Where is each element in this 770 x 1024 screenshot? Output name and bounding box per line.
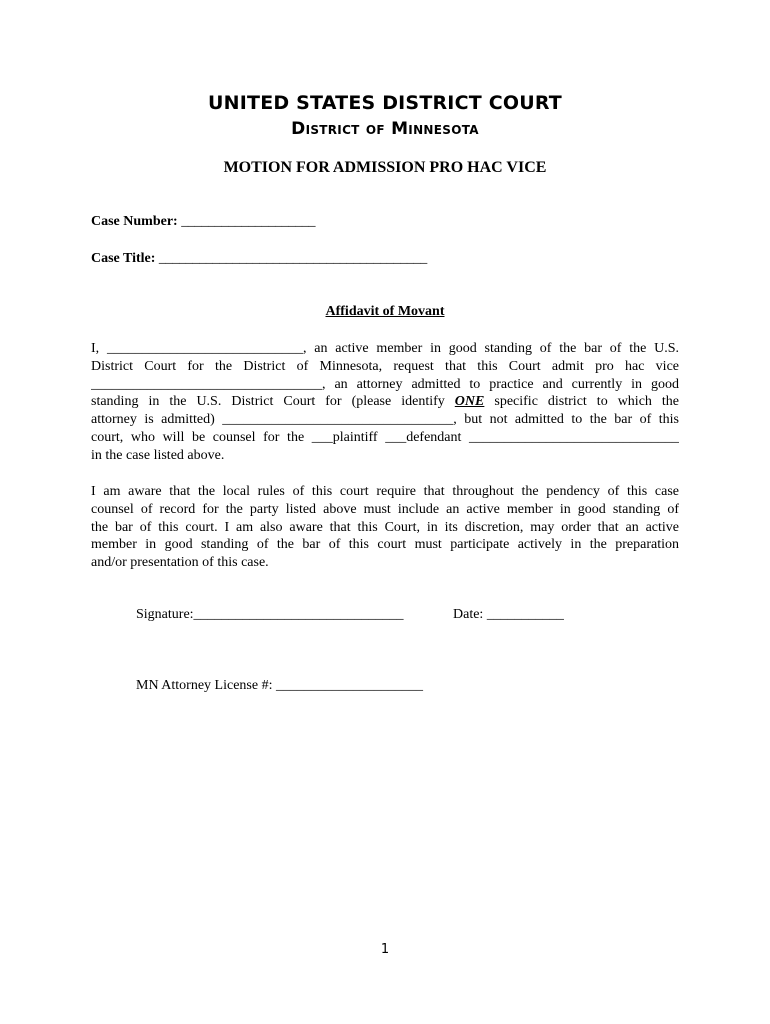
affidavit-title: Affidavit of Movant — [325, 304, 445, 319]
court-name-heading: UNITED STATES DISTRICT COURT — [208, 92, 562, 114]
paragraph-line: I am aware that the local rules of this court require that throughout the pendency of this case — [91, 484, 679, 499]
paragraph-line: the bar of this court. I am also aware that this Court, in its discretion, may order that an active — [91, 519, 679, 535]
signature-field[interactable]: Signature:______________________________ — [136, 607, 404, 622]
paragraph-text: standing in the U.S. District Court for (please identify — [91, 394, 445, 410]
license-field[interactable]: MN Attorney License #: _____________________ — [136, 678, 423, 693]
date-field[interactable]: Date: ___________ — [453, 607, 564, 622]
affidavit-paragraph-1 — [91, 340, 679, 465]
paragraph-text: specific district to which the — [494, 394, 679, 410]
paragraph-line: District Court for the District of Minnesota, request that this Court admit pro hac vice — [91, 358, 679, 374]
motion-title: MOTION FOR ADMISSION PRO HAC VICE — [223, 159, 547, 176]
paragraph-line: _________________________________, an attorney admitted to practice and currently in good — [91, 376, 679, 392]
paragraph-line: counsel of record for the party listed above must include an active member in good standing of — [91, 501, 679, 517]
page-number: 1 — [380, 942, 390, 957]
case-number-label: Case Number: — [91, 214, 178, 229]
case-title-blank[interactable]: ________________________________________ — [158, 251, 427, 266]
paragraph-line: attorney is admitted) _________________________________, but not admitted to the bar of this — [91, 412, 679, 428]
case-number-blank[interactable]: ____________________ — [181, 214, 316, 229]
paragraph-line: I, ____________________________, an active member in good standing of the bar of the U.S. — [91, 341, 679, 356]
paragraph-line: member in good standing of the bar of this court must participate actively in the preparation — [91, 537, 679, 553]
case-number-field[interactable] — [91, 214, 315, 230]
district-heading: District of Minnesota — [291, 119, 479, 139]
paragraph-line: and/or presentation of this case. — [91, 555, 269, 571]
paragraph-line: court, who will be counsel for the ___plaintiff ___defendant ______________________________ — [91, 429, 679, 445]
one-emphasis: ONE — [454, 394, 485, 410]
case-title-field[interactable] — [91, 251, 427, 267]
paragraph-line: in the case listed above. — [91, 447, 225, 463]
paragraph-line — [91, 393, 679, 411]
case-title-label: Case Title: — [91, 251, 156, 266]
affidavit-paragraph-2 — [91, 483, 679, 572]
